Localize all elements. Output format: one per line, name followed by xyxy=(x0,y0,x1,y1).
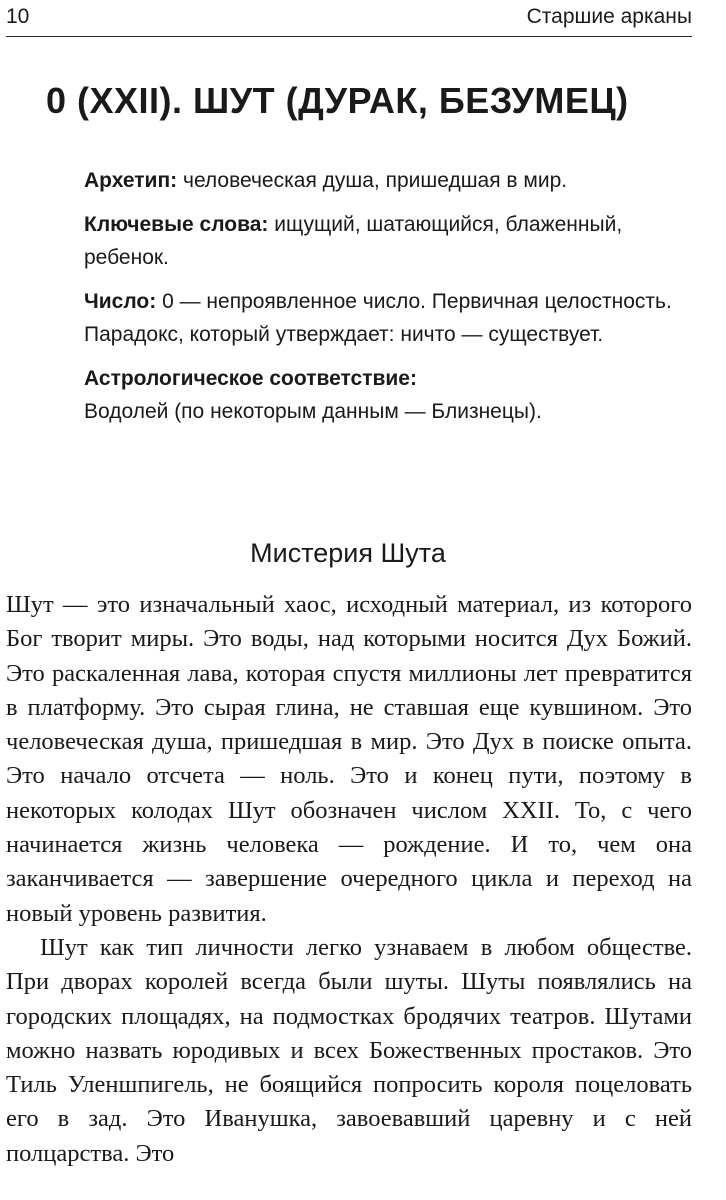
body-text xyxy=(6,588,692,1171)
paragraph: Шут — это изначальный хаос, исходный материал, из которого Бог творит миры. Это воды, над которыми носится Дух Божий. Это раскаленная лава, которая спустя миллионы лет превратится в платформу. Это сырая глина, не ставшая еще кувшином. Это человеческая душа, пришедшая в мир. Это Дух в поиске опыта. Это начало отсчета — ноль. Это и конец пути, поэтому в некоторых колодах Шут обозначен числом XXII. То, с чего начинается жизнь человека — рождение. И то, чем она заканчивается — завершение очередного цикла и переход на новый уровень развития. xyxy=(6,591,692,927)
attribute-value: человеческая душа, пришедшая в мир. xyxy=(183,169,568,192)
attribute-number xyxy=(84,285,684,351)
running-header xyxy=(6,2,692,37)
card-attributes xyxy=(84,164,684,439)
section-heading: Мистерия Шута xyxy=(250,538,446,568)
attribute-value: Водолей (по некоторым данным — Близнецы). xyxy=(84,400,542,423)
attribute-astrology xyxy=(84,362,684,428)
attribute-label: Число: xyxy=(84,290,157,313)
attribute-label: Архетип: xyxy=(84,169,178,192)
attribute-keywords xyxy=(84,208,684,274)
attribute-label: Астрологическое соответствие: xyxy=(84,367,417,390)
attribute-value: 0 — непроявленное число. Первичная целостность. Парадокс, который утверждает: ничто — существует. xyxy=(84,290,672,346)
attribute-value: ищущий, шатающийся, блаженный, ребенок. xyxy=(84,213,623,269)
page-number: 10 xyxy=(6,5,30,28)
attribute-archetype xyxy=(84,164,684,197)
attribute-label: Ключевые слова: xyxy=(84,213,269,236)
chapter-title: 0 (XXII). ШУТ (ДУРАК, БЕЗУМЕЦ) xyxy=(46,80,629,121)
paragraph: Шут как тип личности легко узнаваем в любом обществе. При дворах королей всегда были шуты. Шуты появлялись на городских площадях, на подмостках бродячих театров. Шутами можно назвать юродивых и всех Божественных простаков. Это Тиль Уленшпигель, не боящийся попросить короля поцеловать его в зад. Это Иванушка, завоевавший царевну и с ней полцарства. Это xyxy=(6,933,692,1167)
section-name: Старшие арканы xyxy=(526,5,692,28)
